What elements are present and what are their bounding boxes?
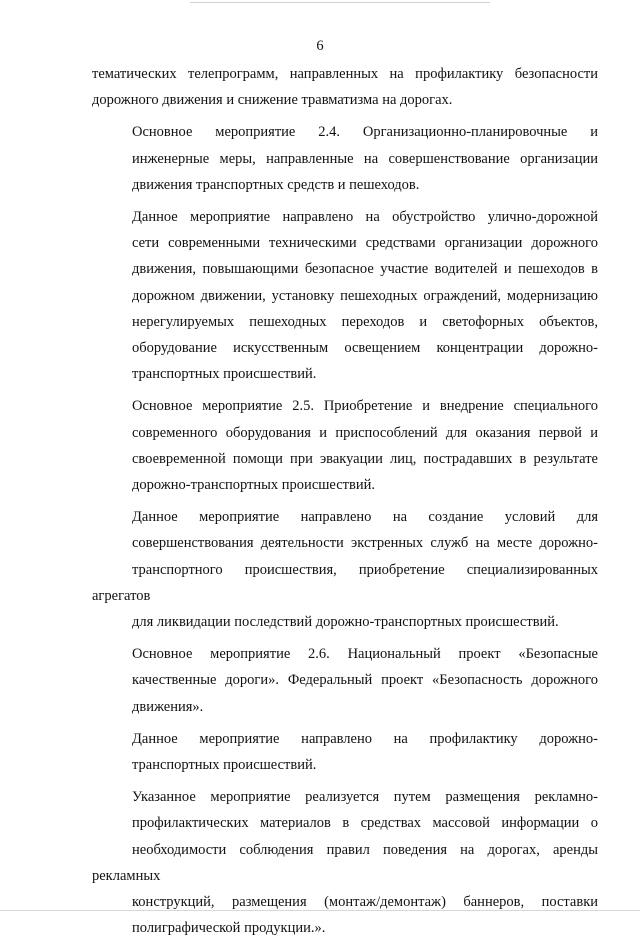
- text-line: дорожно-транспортных происшествий.: [132, 477, 375, 494]
- text-line: Данное мероприятие направлено на обустройство улично-дорожной: [132, 209, 598, 226]
- scan-edge-top: [190, 2, 490, 3]
- document-body: [92, 61, 598, 948]
- text-line: транспортных происшествий.: [132, 757, 317, 774]
- text-line: совершенствования деятельности экстренных служб на месте дорожно-: [132, 535, 598, 552]
- paragraph-activity-2-4-description: [92, 204, 598, 387]
- text-line: движения транспортных средств и пешеходов.: [132, 176, 420, 193]
- text-line: Основное мероприятие 2.5. Приобретение и внедрение специального: [132, 398, 598, 415]
- text-line: дорожном движении, установку пешеходных ограждений, модернизацию: [132, 287, 598, 304]
- text-line: оборудование искусственным освещением концентрации дорожно-: [132, 340, 598, 357]
- paragraph-activity-2-6: [92, 641, 598, 720]
- text-line: инженерные меры, направленные на совершенствование организации: [132, 150, 598, 167]
- paragraph-activity-2-4: [92, 119, 598, 198]
- paragraph-activity-2-5-description: [92, 504, 598, 635]
- text-line: тематических телепрограмм, направленных на профилактику безопасности: [92, 66, 598, 82]
- text-line: движения».: [132, 698, 204, 715]
- text-line: дорожного движения и снижение травматизма на дорогах.: [92, 92, 453, 109]
- paragraph-continuation: [92, 61, 598, 113]
- text-line: Основное мероприятие 2.4. Организационно-планировочные и: [132, 124, 598, 141]
- text-line: профилактических материалов в средствах массовой информации о: [132, 815, 598, 832]
- text-line: для ликвидации последствий дорожно-транспортных происшествий.: [132, 614, 559, 631]
- paragraph-activity-2-6-description: [92, 726, 598, 778]
- paragraph-activity-2-6-implementation: [92, 784, 598, 941]
- text-line: полиграфической продукции.».: [132, 920, 326, 937]
- text-line: Данное мероприятие направлено на профилактику дорожно-: [132, 730, 598, 747]
- text-line: нерегулируемых пешеходных переходов и светофорных объектов,: [132, 313, 598, 330]
- text-line: качественные дороги». Федеральный проект «Безопасность дорожного: [132, 672, 598, 689]
- page-number: 6: [316, 38, 324, 54]
- text-line: транспортного происшествия, приобретение специализированных агрегатов: [92, 561, 598, 604]
- text-line: современного оборудования и приспособлений для оказания первой и: [132, 424, 598, 441]
- text-line: Основное мероприятие 2.6. Национальный проект «Безопасные: [132, 646, 598, 663]
- text-line: необходимости соблюдения правил поведения на дорогах, аренды рекламных: [92, 841, 598, 884]
- scan-edge-bottom: [0, 910, 640, 911]
- paragraph-activity-2-5: [92, 393, 598, 498]
- text-line: своевременной помощи при эвакуации лиц, пострадавших в результате: [132, 450, 598, 467]
- text-line: транспортных происшествий.: [132, 366, 317, 383]
- text-line: конструкций, размещения (монтаж/демонтаж) баннеров, поставки: [132, 894, 598, 911]
- text-line: Данное мероприятие направлено на создание условий для: [132, 509, 598, 526]
- text-line: Указанное мероприятие реализуется путем размещения рекламно-: [132, 789, 598, 806]
- text-line: сети современными техническими средствами организации дорожного: [132, 235, 598, 252]
- text-line: движения, повышающими безопасное участие водителей и пешеходов в: [132, 261, 598, 278]
